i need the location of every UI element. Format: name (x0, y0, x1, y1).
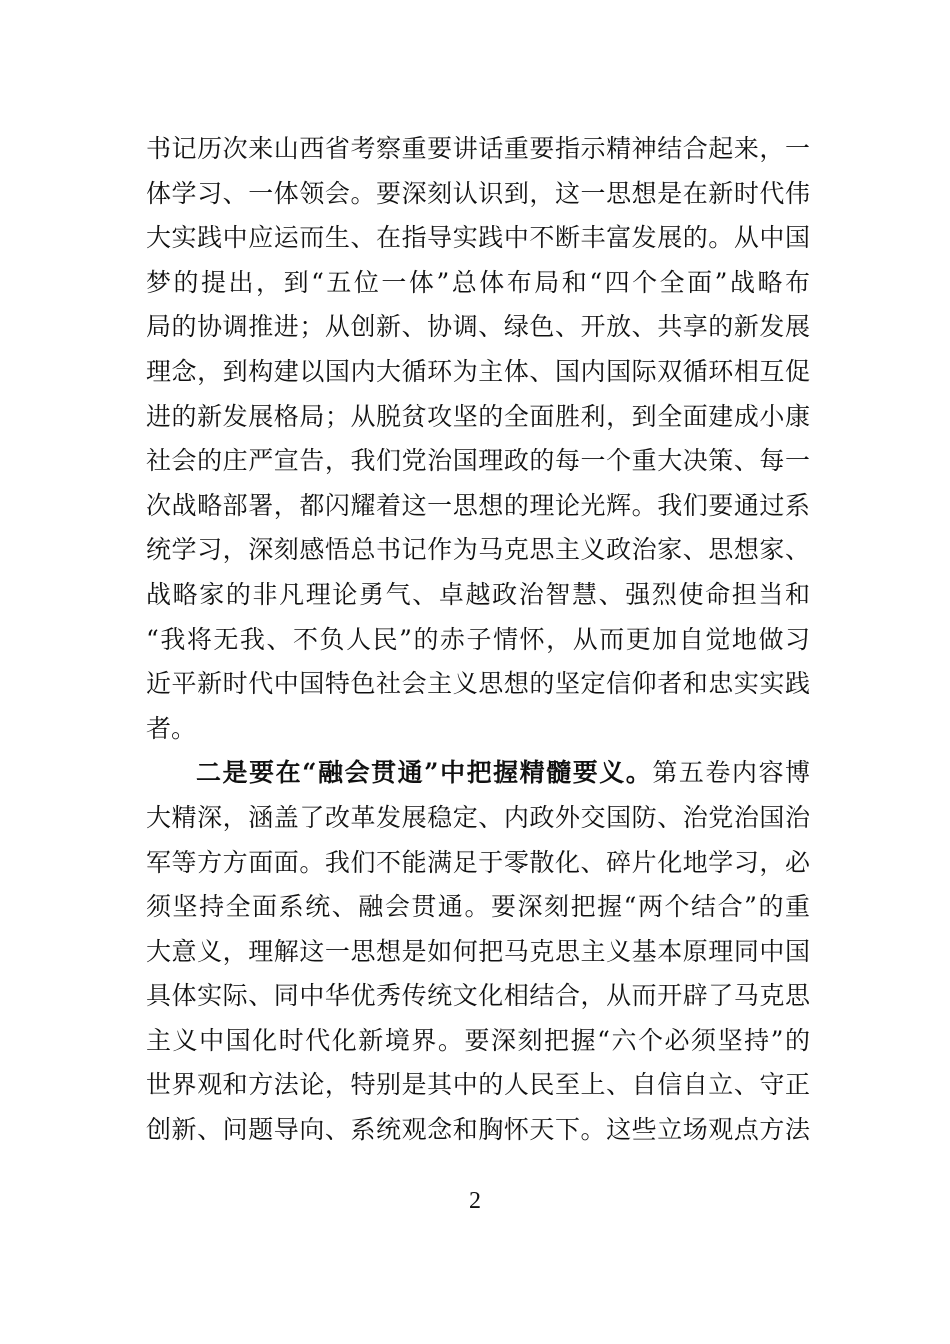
text-line: 近平新时代中国特色社会主义思想的坚定信仰者和忠实实践 (146, 669, 810, 699)
paragraph-1 (146, 127, 810, 751)
text-line: 世界观和方法论，特别是其中的人民至上、自信自立、守正 (146, 1070, 810, 1100)
text-line-first (146, 751, 810, 796)
text-line: 统学习，深刻感悟总书记作为马克思主义政治家、思想家、 (146, 535, 810, 565)
text-line: 局的协调推进；从创新、协调、绿色、开放、共享的新发展 (146, 312, 810, 342)
text-line: 创新、问题导向、系统观念和胸怀天下。这些立场观点方法 (146, 1115, 810, 1145)
text-line: 理念，到构建以国内大循环为主体、国内国际双循环相互促 (146, 356, 810, 386)
text-line: 次战略部署，都闪耀着这一思想的理论光辉。我们要通过系 (146, 490, 810, 520)
text-line: 具体实际、同中华优秀传统文化相结合，从而开辟了马克思 (146, 981, 810, 1011)
text-line: 梦的提出，到“五位一体”总体布局和“四个全面”战略布 (146, 267, 811, 297)
body-text (146, 127, 810, 1153)
paragraph-text: 第五卷内容博 (652, 758, 810, 788)
text-line: 者。 (146, 713, 197, 743)
text-line: 大精深，涵盖了改革发展稳定、内政外交国防、治党治国治 (146, 802, 810, 832)
paragraph-2 (146, 751, 810, 1152)
text-line: 战略家的非凡理论勇气、卓越政治智慧、强烈使命担当和 (146, 579, 810, 609)
text-line: 须坚持全面系统、融会贯通。要深刻把握“两个结合”的重 (146, 892, 810, 922)
text-line: 进的新发展格局；从脱贫攻坚的全面胜利，到全面建成小康 (146, 401, 810, 431)
text-line: 主义中国化时代化新境界。要深刻把握“六个必须坚持”的 (146, 1025, 810, 1055)
paragraph-heading: 二是要在“融会贯通”中把握精髓要义。 (196, 758, 653, 788)
text-line: 社会的庄严宣告，我们党治国理政的每一个重大决策、每一 (146, 446, 810, 476)
text-line: 军等方方面面。我们不能满足于零散化、碎片化地学习，必 (146, 847, 810, 877)
text-line: 大实践中应运而生、在指导实践中不断丰富发展的。从中国 (146, 223, 810, 253)
page-number: 2 (469, 1188, 481, 1214)
text-line: 体学习、一体领会。要深刻认识到，这一思想是在新时代伟 (146, 178, 810, 208)
text-line: “我将无我、不负人民”的赤子情怀，从而更加自觉地做习 (146, 624, 810, 654)
text-line: 大意义，理解这一思想是如何把马克思主义基本原理同中国 (146, 936, 810, 966)
text-line: 书记历次来山西省考察重要讲话重要指示精神结合起来，一 (146, 134, 810, 163)
